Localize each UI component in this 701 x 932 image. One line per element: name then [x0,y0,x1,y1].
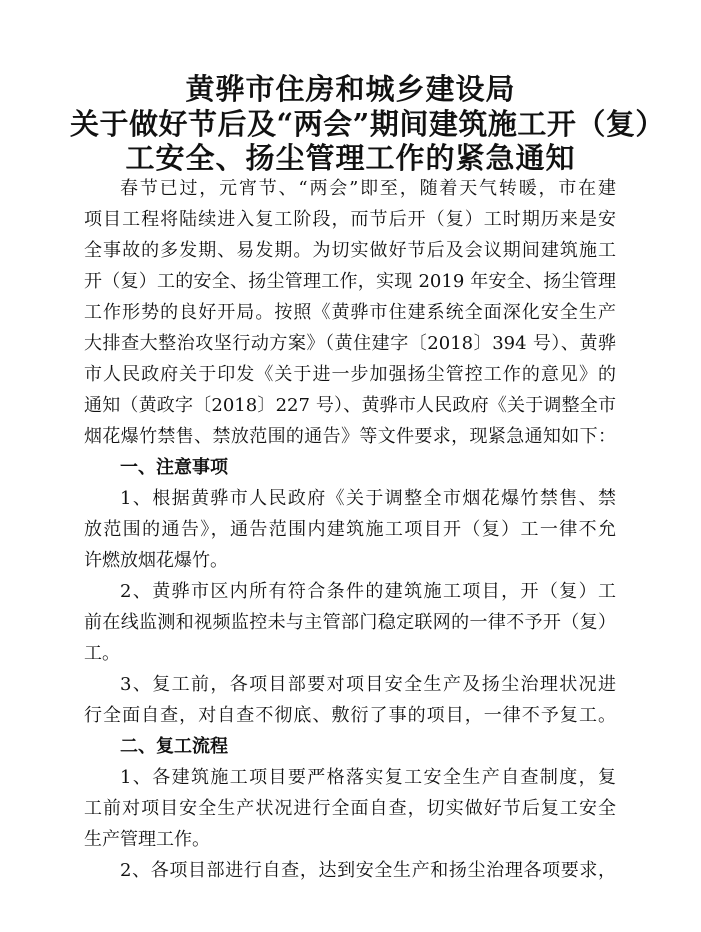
notes-item-1-line-2: 放范围的通告》，通告范围内建筑施工项目开（复）工一律不允 [84,519,616,540]
notes-item-3-line-1: 3、复工前，各项目部要对项目安全生产及扬尘治理状况进 [120,674,616,695]
section-heading-notes: 一、注意事项 [120,457,228,478]
document-title-line-3: 工安全、扬尘管理工作的紧急通知 [125,141,576,175]
intro-line-8: 通知（黄政字〔2018〕227 号）、黄骅市人民政府《关于调整全市 [84,395,616,416]
document-title-line-1: 黄骅市住房和城乡建设局 [185,72,516,106]
process-item-2-line-1: 2、各项目部进行自查，达到安全生产和扬尘治理各项要求， [120,860,616,881]
process-item-1-line-2: 工前对项目安全生产状况进行全面自查，切实做好节后复工安全 [84,798,616,819]
process-item-1-line-1: 1、各建筑施工项目要严格落实复工安全生产自查制度，复 [120,767,616,788]
section-heading-process: 二、复工流程 [120,736,228,757]
intro-line-6: 大排查大整治攻坚行动方案》（黄住建字〔2018〕394 号）、黄骅 [84,333,616,354]
document-title-line-2: 关于做好节后及“两会”期间建筑施工开（复） [70,107,665,141]
notes-item-2-line-3: 工。 [84,643,120,664]
process-item-1-line-3: 生产管理工作。 [84,829,210,850]
notes-item-1-line-3: 许燃放烟花爆竹。 [84,550,228,571]
intro-line-3: 全事故的多发期、易发期。为切实做好节后及会议期间建筑施工 [84,240,616,261]
notes-item-1-line-1: 1、根据黄骅市人民政府《关于调整全市烟花爆竹禁售、禁 [120,488,616,509]
intro-line-5: 工作形势的良好开局。按照《黄骅市住建系统全面深化安全生产 [84,302,616,323]
intro-line-1: 春节已过，元宵节、“两会”即至，随着天气转暖，市在建 [120,178,616,199]
intro-line-4: 开（复）工的安全、扬尘管理工作，实现 2019 年安全、扬尘管理 [84,271,616,292]
notes-item-2-line-2: 前在线监测和视频监控未与主管部门稳定联网的一律不予开（复） [84,612,616,633]
notes-item-3-line-2: 行全面自查，对自查不彻底、敷衍了事的项目，一律不予复工。 [84,705,616,726]
intro-line-2: 项目工程将陆续进入复工阶段，而节后开（复）工时期历来是安 [84,209,616,230]
intro-line-7: 市人民政府关于印发《关于进一步加强扬尘管控工作的意见》的 [84,364,616,385]
intro-line-9: 烟花爆竹禁售、禁放范围的通告》等文件要求，现紧急通知如下： [84,426,616,447]
notes-item-2-line-1: 2、黄骅市区内所有符合条件的建筑施工项目，开（复）工 [120,581,616,602]
